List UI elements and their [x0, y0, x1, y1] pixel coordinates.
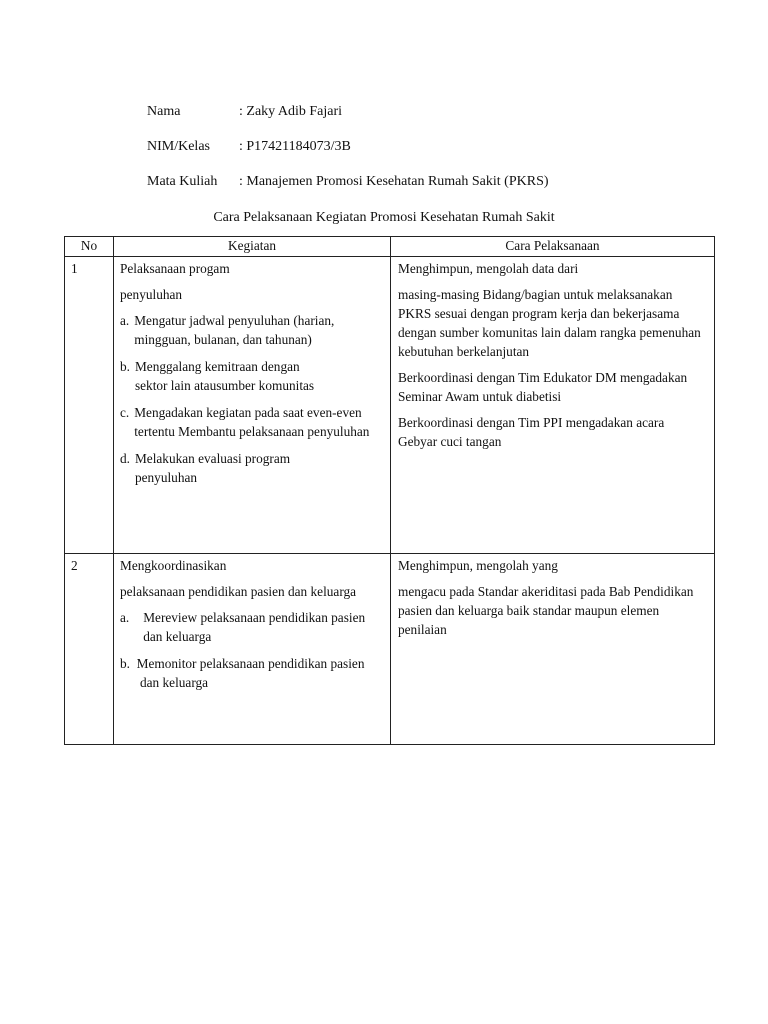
table-row: [65, 554, 715, 745]
table-header-row: [65, 237, 715, 257]
item-label: a.: [120, 610, 130, 625]
kegiatan-subtitle: penyuluhan: [120, 287, 183, 302]
item-label: d.: [120, 451, 130, 466]
header-cara-pelaksanaan: Cara Pelaksanaan: [391, 237, 715, 257]
cara-paragraph: mengacu pada Standar akeriditasi pada Bab Pendidikan pasien dan keluarga baik standar maupun elemen penilaian: [398, 584, 694, 637]
item-label: b.: [120, 656, 130, 671]
cara-cell: [391, 257, 715, 554]
kegiatan-cell: [114, 554, 391, 745]
meta-course-row: [147, 172, 549, 191]
cara-paragraph: Berkoordinasi dengan Tim Edukator DM mengadakan Seminar Awam untuk diabetisi: [398, 370, 688, 404]
list-item: [120, 357, 382, 395]
header-no: No: [65, 237, 114, 257]
list-item: [120, 311, 382, 349]
cara-paragraph: masing-masing Bidang/bagian untuk melaksanakan PKRS sesuai dengan program kerja dan bekerjasama dengan sumber komunitas lain dalam rangka pemenuhan kebutuhan berkelanjutan: [398, 287, 701, 359]
kegiatan-subtitle: pelaksanaan pendidikan pasien dan keluarga: [120, 584, 357, 599]
row-number: 2: [65, 554, 114, 745]
cara-cell: [391, 554, 715, 745]
item-text: Mereview pelaksanaan pendidikan pasien dan keluarga: [143, 610, 366, 644]
item-text: Memonitor pelaksanaan pendidikan pasien dan keluarga: [136, 656, 365, 690]
cara-paragraph: Menghimpun, mengolah data dari: [398, 261, 579, 276]
item-text: Mengatur jadwal penyuluhan (harian, mingguan, bulanan, dan tahunan): [134, 313, 335, 347]
list-item: [120, 654, 382, 692]
course-value: : Manajemen Promosi Kesehatan Rumah Sakit (PKRS): [239, 174, 549, 189]
name-label: Nama: [147, 104, 181, 119]
table-row: [65, 257, 715, 554]
list-item: [120, 403, 382, 441]
list-item: [120, 608, 382, 646]
nim-value: : P17421184073/3B: [239, 139, 351, 154]
meta-name-row: [147, 102, 342, 121]
kegiatan-cell: [114, 257, 391, 554]
cara-paragraph: Berkoordinasi dengan Tim PPI mengadakan acara Gebyar cuci tangan: [398, 415, 665, 449]
nim-label: NIM/Kelas: [147, 139, 210, 154]
name-value: : Zaky Adib Fajari: [239, 104, 343, 119]
row-number: 1: [65, 257, 114, 554]
kegiatan-title: Pelaksanaan progam: [120, 261, 230, 276]
item-text: Menggalang kemitraan dengan sektor lain atausumber komunitas: [134, 359, 315, 393]
cara-paragraph: Menghimpun, mengolah yang: [398, 558, 558, 573]
header-kegiatan: Kegiatan: [114, 237, 391, 257]
item-label: a.: [120, 313, 130, 328]
item-text: Melakukan evaluasi program penyuluhan: [134, 451, 291, 485]
kegiatan-title: Mengkoordinasikan: [120, 558, 227, 573]
item-label: b.: [120, 359, 130, 374]
activities-table: [64, 236, 715, 745]
meta-nim-row: [147, 137, 351, 156]
item-text: Mengadakan kegiatan pada saat even-even tertentu Membantu pelaksanaan penyuluhan: [134, 405, 370, 439]
document-title: Cara Pelaksanaan Kegiatan Promosi Kesehatan Rumah Sakit: [213, 210, 555, 225]
course-label: Mata Kuliah: [147, 174, 218, 189]
list-item: [120, 449, 382, 487]
item-label: c.: [120, 405, 130, 420]
